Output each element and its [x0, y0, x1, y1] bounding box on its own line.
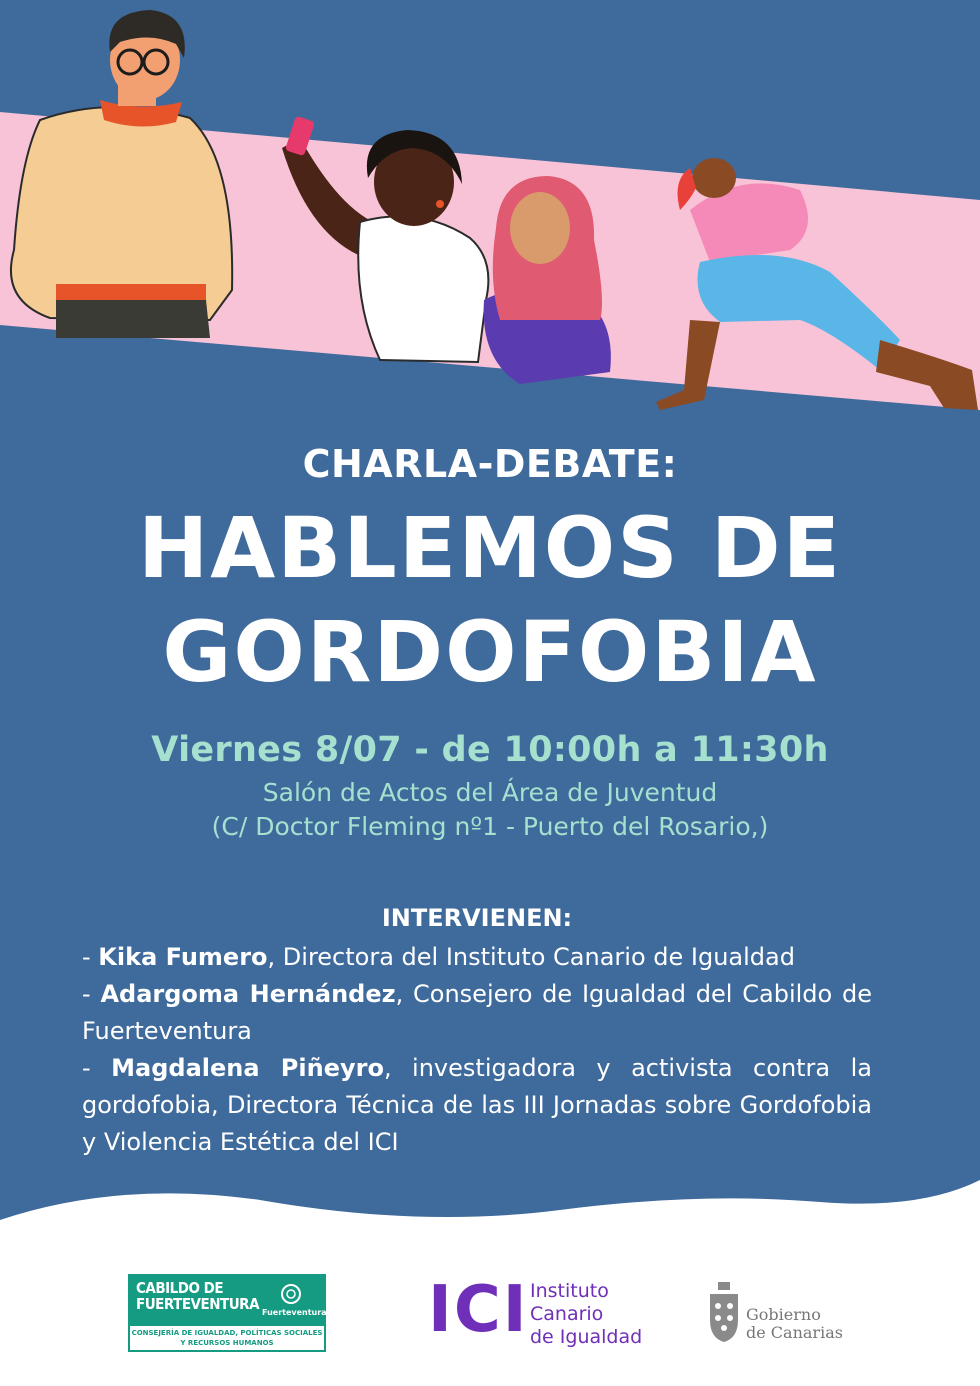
speaker-item	[82, 976, 872, 1050]
event-venue-name: Salón de Actos del Área de Juventud	[262, 778, 718, 807]
ici-logo-line2: Canario	[530, 1303, 604, 1325]
woman-hijab-illustration	[484, 176, 611, 384]
speaker-item	[82, 1050, 872, 1161]
speaker-role: , Consejero de Igualdad del Cabildo de Fuerteventura	[82, 980, 872, 1045]
cabildo-logo-department: CONSEJERÍA DE IGUALDAD, POLÍTICAS SOCIALES Y RECURSOS HUMANOS	[128, 1324, 326, 1352]
speaker-name: Magdalena Piñeyro	[111, 1054, 384, 1082]
speaker-prefix: -	[82, 943, 99, 971]
event-title	[0, 496, 980, 704]
man-with-glasses-illustration	[11, 10, 232, 338]
event-address: (C/ Doctor Fleming nº1 - Puerto del Rosario,)	[211, 812, 769, 841]
snail-icon	[278, 1280, 304, 1306]
speakers-section	[82, 900, 872, 1161]
illustration-group	[0, 0, 980, 420]
speaker-role: , Directora del Instituto Canario de Igualdad	[267, 943, 795, 971]
speakers-heading: INTERVIENEN:	[381, 904, 573, 932]
speaker-name: Adargoma Hernández	[100, 980, 396, 1008]
event-title-line2: GORDOFOBIA	[162, 603, 818, 701]
ici-logo-line1: Instituto	[530, 1280, 609, 1302]
event-venue	[0, 776, 980, 844]
event-info	[0, 430, 980, 844]
ici-logo-text	[530, 1280, 670, 1349]
event-date-time: Viernes 8/07 - de 10:00h a 11:30h	[151, 730, 829, 770]
cabildo-logo	[128, 1274, 326, 1350]
gobierno-logo-line1: Gobierno	[746, 1305, 821, 1324]
ici-logo-line3: de Igualdad	[530, 1326, 643, 1348]
cabildo-logo-brand: Fuerteventura	[262, 1308, 327, 1317]
speaker-role: , investigadora y activista contra la gordofobia, Directora Técnica de las III Jornadas sobre Gordofobia y Violencia Estética del ICI	[82, 1054, 872, 1156]
gobierno-logo-line2: de Canarias	[746, 1323, 843, 1342]
speaker-item	[82, 939, 872, 976]
woman-yoga-illustration	[656, 158, 978, 410]
gobierno-logo-text	[746, 1306, 866, 1342]
woman-selfie-illustration	[282, 116, 488, 362]
coat-of-arms-icon	[706, 1282, 742, 1344]
speaker-name: Kika Fumero	[98, 943, 268, 971]
speaker-prefix: -	[82, 980, 101, 1008]
event-title-line1: HABLEMOS DE	[137, 499, 843, 597]
ici-logo-mark: ICI	[428, 1273, 529, 1347]
speaker-prefix: -	[82, 1054, 112, 1082]
event-kicker: CHARLA-DEBATE:	[302, 442, 678, 486]
cabildo-logo-name: CABILDO DE FUERTEVENTURA	[136, 1279, 260, 1313]
